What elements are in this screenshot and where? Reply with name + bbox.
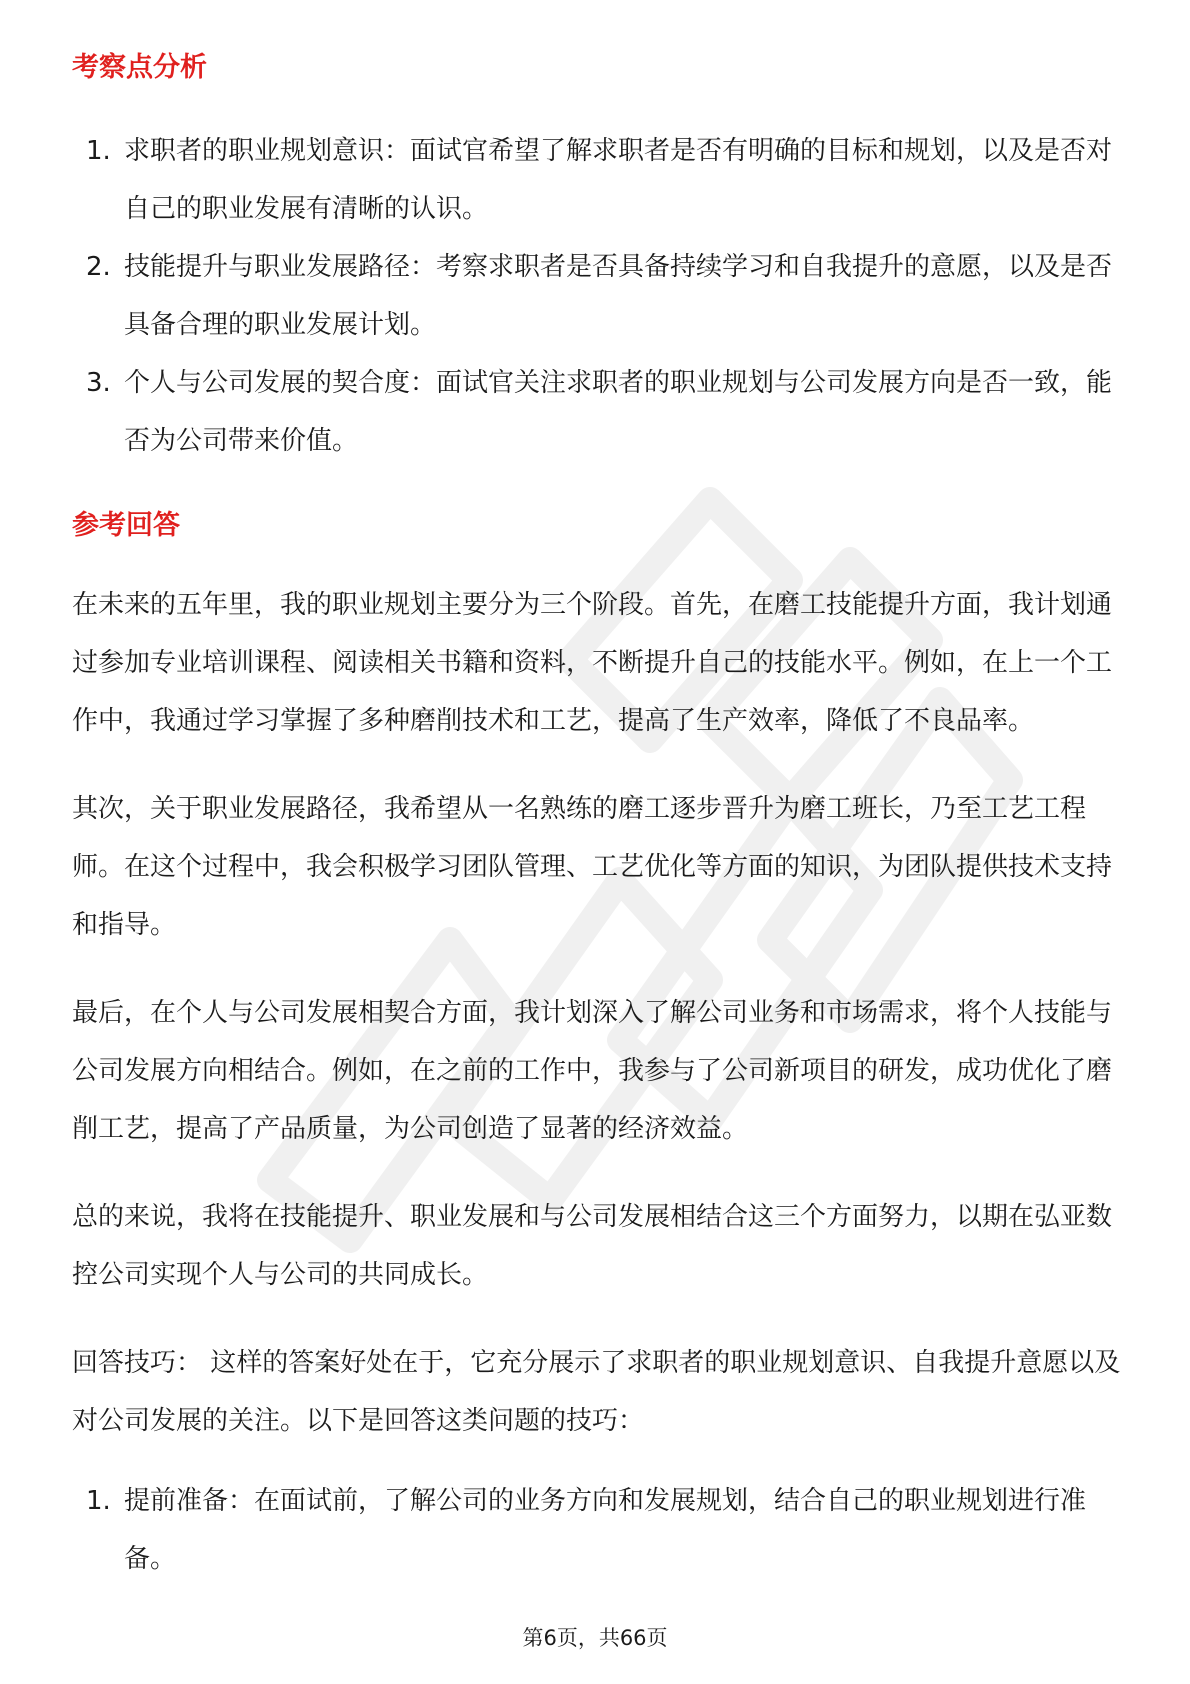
list-item-text: 个人与公司发展的契合度：面试官关注求职者的职业规划与公司发展方向是否一致，能否为公司带来价值。: [124, 368, 1113, 456]
list-item-text: 提前准备：在面试前，了解公司的业务方向和发展规划，结合自己的职业规划进行准备。: [124, 1486, 1087, 1574]
answer-paragraph: 最后，在个人与公司发展相契合方面，我计划深入了解公司业务和市场需求，将个人技能与公司发展方向相结合。例如，在之前的工作中，我参与了公司新项目的研发，成功优化了磨削工艺，提高了产品质量，为公司创造了显著的经济效益。: [72, 998, 1113, 1144]
list-item-text: 求职者的职业规划意识：面试官希望了解求职者是否有明确的目标和规划，以及是否对自己的职业发展有清晰的认识。: [124, 136, 1113, 224]
main-content: [72, 48, 1122, 1588]
analysis-list: [72, 122, 1122, 470]
tips-intro: 回答技巧： 这样的答案好处在于，它充分展示了求职者的职业规划意识、自我提升意愿以及对公司发展的关注。以下是回答这类问题的技巧：: [72, 1348, 1121, 1436]
answer-heading: 参考回答: [72, 510, 180, 541]
page-number: 第6页，共66页: [522, 1626, 668, 1650]
analysis-heading: 考察点分析: [72, 52, 207, 83]
list-item-number: 3.: [86, 368, 111, 398]
list-item-number: 1.: [86, 136, 111, 166]
list-item-number: 1.: [86, 1486, 111, 1516]
list-item-text: 技能提升与职业发展路径：考察求职者是否具备持续学习和自我提升的意愿，以及是否具备合理的职业发展计划。: [124, 252, 1113, 340]
answer-paragraph: 在未来的五年里，我的职业规划主要分为三个阶段。首先，在磨工技能提升方面，我计划通过参加专业培训课程、阅读相关书籍和资料，不断提升自己的技能水平。例如，在上一个工作中，我通过学习掌握了多种磨削技术和工艺，提高了生产效率，降低了不良品率。: [72, 590, 1113, 736]
answer-paragraph: 总的来说，我将在技能提升、职业发展和与公司发展相结合这三个方面努力，以期在弘亚数控公司实现个人与公司的共同成长。: [72, 1202, 1113, 1290]
list-item: [72, 238, 1122, 354]
list-item: [72, 122, 1122, 238]
list-item-number: 2.: [86, 252, 111, 282]
answer-paragraph: 其次，关于职业发展路径，我希望从一名熟练的磨工逐步晋升为磨工班长，乃至工艺工程师。在这个过程中，我会积极学习团队管理、工艺优化等方面的知识，为团队提供技术支持和指导。: [72, 794, 1113, 940]
list-item: [72, 1472, 1122, 1588]
list-item: [72, 354, 1122, 470]
tips-list: [72, 1472, 1122, 1588]
